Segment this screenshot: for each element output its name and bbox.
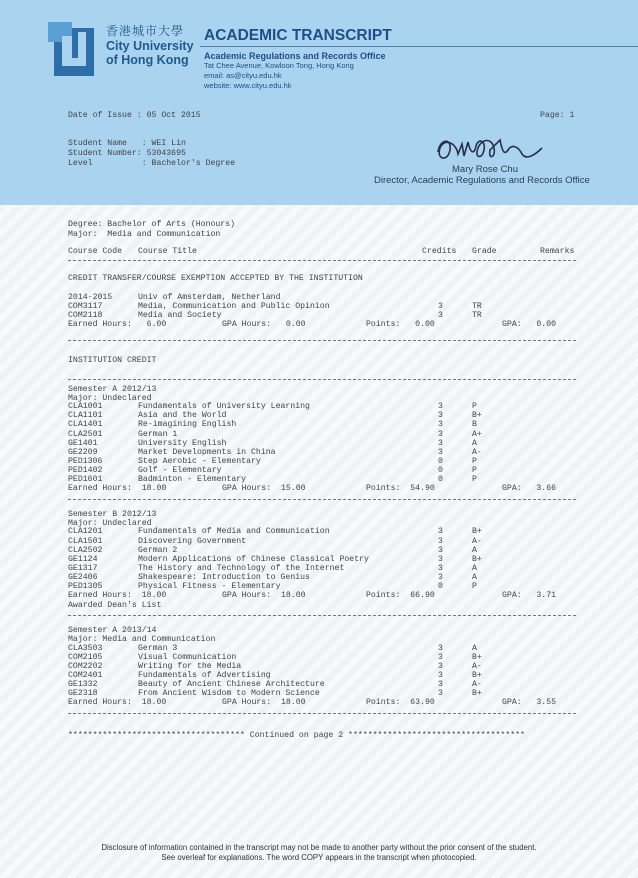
course-code: PED1402 — [68, 465, 103, 475]
course-grade: P — [472, 582, 477, 591]
credit-transfer-summary — [0, 320, 638, 331]
course-grade: B — [472, 420, 477, 430]
semester-summary — [0, 484, 638, 495]
footer-explanation: See overleaf for explanations. The word COPY appears in the transcript when photocopied. — [161, 853, 477, 862]
course-code: GE2318 — [68, 689, 98, 698]
divider — [68, 615, 576, 616]
gpa-hours: GPA Hours: 18.00 — [222, 698, 306, 708]
course-grade: A- — [472, 679, 482, 689]
semester-note: Awarded Dean's List — [68, 601, 162, 611]
course-credits: 3 — [438, 411, 443, 421]
earned-hours: Earned Hours: 18.00 — [68, 484, 167, 494]
course-title: Fundamentals of University Learning — [138, 402, 310, 412]
course-code: COM2401 — [68, 670, 103, 680]
office-name: Academic Regulations and Records Office — [204, 51, 386, 61]
credit-transfer-institution: Univ of Amsterdam, Netherland — [138, 293, 281, 302]
earned-hours: Earned Hours: 6.00 — [68, 320, 167, 329]
semester-title: Semester A 2012/13 — [68, 385, 157, 394]
course-grade: A- — [472, 536, 482, 546]
earned-hours: Earned Hours: 18.00 — [68, 698, 167, 708]
course-credits: 3 — [438, 302, 443, 311]
column-header-row — [0, 247, 638, 258]
course-grade: P — [472, 465, 477, 475]
course-title: Badminton - Elementary — [138, 475, 247, 484]
course-grade: B+ — [472, 689, 482, 698]
office-website: website: www.cityu.edu.hk — [204, 81, 292, 90]
gpa: GPA: 3.55 — [502, 698, 557, 708]
office-block — [204, 51, 386, 91]
office-email: email: as@cityu.edu.hk — [204, 71, 282, 80]
course-code: PED1305 — [68, 582, 103, 591]
course-code: CLA2502 — [68, 545, 103, 555]
divider — [68, 713, 576, 714]
course-code: CLA1001 — [68, 402, 103, 412]
course-credits: 3 — [438, 661, 443, 671]
course-grade: A — [472, 643, 477, 653]
course-title: Market Developments in China — [138, 447, 276, 457]
course-credits: 3 — [438, 438, 443, 448]
course-title: Physical Fitness - Elementary — [138, 582, 281, 591]
header-divider — [200, 46, 638, 47]
course-credits: 3 — [438, 670, 443, 680]
continued-notice: ************************************ Continued on page 2 ************************************ — [68, 731, 525, 740]
course-credits: 3 — [438, 572, 443, 582]
semester-summary — [0, 698, 638, 709]
course-grade: A — [472, 438, 477, 448]
student-number: Student Number: 53043695 — [68, 149, 186, 158]
course-grade: B+ — [472, 527, 482, 537]
document-title: ACADEMIC TRANSCRIPT — [204, 27, 392, 44]
course-credits: 0 — [438, 582, 443, 591]
course-code: PED1306 — [68, 456, 103, 466]
course-credits: 3 — [438, 652, 443, 662]
course-grade: TR — [472, 302, 482, 311]
gpa-hours: GPA Hours: 18.00 — [222, 591, 306, 601]
course-code: CLA1501 — [68, 536, 103, 546]
signatory-name: Mary Rose Chu — [452, 164, 518, 175]
semester-title: Semester B 2012/13 — [68, 510, 157, 520]
semester-major: Major: Undeclared — [68, 394, 152, 404]
course-title: German 3 — [138, 643, 178, 653]
degree-line: Degree: Bachelor of Arts (Honours) — [68, 220, 236, 229]
course-grade: A- — [472, 661, 482, 671]
gpa: GPA: 3.71 — [502, 591, 557, 601]
course-code: GE1401 — [68, 438, 98, 448]
course-credits: 3 — [438, 643, 443, 653]
course-grade: A — [472, 572, 477, 582]
university-logo-icon — [48, 22, 100, 78]
course-title: The History and Technology of the Internet — [138, 563, 345, 573]
semester-major: Major: Undeclared — [68, 519, 152, 529]
course-title: German 1 — [138, 429, 178, 439]
column-credits: Credits — [422, 247, 457, 256]
course-title: Re-imagining English — [138, 420, 237, 430]
course-title: Media and Society — [138, 311, 222, 320]
course-code: GE1317 — [68, 563, 98, 573]
university-name-chinese: 香港城市大學 — [106, 24, 185, 38]
course-grade: B+ — [472, 652, 482, 662]
divider — [68, 260, 576, 261]
semester-title: Semester A 2013/14 — [68, 626, 157, 636]
divider — [68, 499, 576, 500]
credit-transfer-period: 2014-2015 — [68, 293, 113, 302]
course-grade: B+ — [472, 411, 482, 421]
university-name-english-line1: City University — [106, 39, 194, 53]
major-line: Major: Media and Communication — [68, 230, 221, 239]
course-title: Beauty of Ancient Chinese Architecture — [138, 679, 325, 689]
course-title: Discovering Government — [138, 536, 247, 546]
course-grade: P — [472, 456, 477, 466]
course-title: Media, Communication and Public Opinion — [138, 302, 330, 311]
course-grade: B+ — [472, 670, 482, 680]
course-title: Visual Communication — [138, 652, 237, 662]
earned-hours: Earned Hours: 18.00 — [68, 591, 167, 601]
course-title: Writing for the Media — [138, 661, 242, 671]
course-credits: 3 — [438, 689, 443, 698]
course-title: Modern Applications of Chinese Classical Poetry — [138, 554, 369, 564]
institution-credit-heading: INSTITUTION CREDIT — [68, 356, 157, 365]
university-name-english-line2: of Hong Kong — [106, 53, 189, 67]
course-title: From Ancient Wisdom to Modern Science — [138, 689, 320, 698]
course-credits: 3 — [438, 545, 443, 555]
course-code: GE2209 — [68, 447, 98, 457]
course-code: CLA1101 — [68, 411, 103, 421]
course-title: Fundamentals of Media and Communication — [138, 527, 330, 537]
student-level: Level : Bachelor's Degree — [68, 159, 236, 168]
points: Points: 66.90 — [366, 591, 435, 601]
course-credits: 3 — [438, 447, 443, 457]
column-code: Course Code — [68, 247, 123, 256]
course-grade: P — [472, 475, 477, 484]
course-grade: A+ — [472, 429, 482, 439]
column-title: Course Title — [138, 247, 197, 256]
course-code: COM3117 — [68, 302, 103, 311]
divider — [68, 379, 576, 380]
footer-disclosure: Disclosure of information contained in the transcript may not be made to another party without the prior consent of the student. — [101, 843, 537, 852]
points: Points: 54.90 — [366, 484, 435, 494]
course-title: Fundamentals of Advertising — [138, 670, 271, 680]
course-title: Golf - Elementary — [138, 465, 222, 475]
course-credits: 3 — [438, 429, 443, 439]
course-grade: A — [472, 545, 477, 555]
course-title: Step Aerobic - Elementary — [138, 456, 261, 466]
course-grade: TR — [472, 311, 482, 320]
course-title: Shakespeare: Introduction to Genius — [138, 572, 310, 582]
credit-transfer-heading: CREDIT TRANSFER/COURSE EXEMPTION ACCEPTED BY THE INSTITUTION — [68, 274, 363, 283]
page-number: Page: 1 — [540, 111, 575, 120]
course-credits: 0 — [438, 465, 443, 475]
course-grade: A- — [472, 447, 482, 457]
course-code: GE1124 — [68, 554, 98, 564]
office-address: Tat Chee Avenue, Kowloon Tong, Hong Kong — [204, 61, 354, 70]
course-title: University English — [138, 438, 227, 448]
course-code: PED1601 — [68, 475, 103, 484]
course-credits: 3 — [438, 402, 443, 412]
course-code: COM2105 — [68, 652, 103, 662]
course-grade: A — [472, 563, 477, 573]
course-credits: 3 — [438, 563, 443, 573]
semester-major: Major: Media and Communication — [68, 635, 216, 645]
course-credits: 0 — [438, 475, 443, 484]
course-code: CLA3503 — [68, 643, 103, 653]
course-title: German 2 — [138, 545, 178, 555]
course-code: CLA2501 — [68, 429, 103, 439]
course-credits: 0 — [438, 456, 443, 466]
course-grade: B+ — [472, 554, 482, 564]
course-credits: 3 — [438, 554, 443, 564]
gpa-hours: GPA Hours: 15.00 — [222, 484, 306, 494]
column-grade: Grade — [472, 247, 497, 256]
university-name — [106, 22, 194, 67]
course-credits: 3 — [438, 527, 443, 537]
student-name: Student Name : WEI Lin — [68, 139, 186, 148]
course-code: CLA1201 — [68, 527, 103, 537]
course-code: COM2118 — [68, 311, 103, 320]
gpa: GPA: 0.00 — [502, 320, 557, 329]
gpa-hours: GPA Hours: 0.00 — [222, 320, 306, 329]
course-credits: 3 — [438, 536, 443, 546]
points: Points: 63.90 — [366, 698, 435, 708]
course-grade: P — [472, 402, 477, 412]
issue-date: Date of Issue : 05 Oct 2015 — [68, 111, 201, 120]
course-code: GE1332 — [68, 679, 98, 689]
points: Points: 0.00 — [366, 320, 435, 329]
course-code: CLA1401 — [68, 420, 103, 430]
course-credits: 3 — [438, 420, 443, 430]
signatory-title: Director, Academic Regulations and Records Office — [374, 175, 590, 186]
course-credits: 3 — [438, 311, 443, 320]
gpa: GPA: 3.66 — [502, 484, 557, 494]
divider — [68, 340, 576, 341]
column-remarks: Remarks — [540, 247, 575, 256]
course-title: Asia and the World — [138, 411, 227, 421]
course-credits: 3 — [438, 679, 443, 689]
course-code: COM2202 — [68, 661, 103, 671]
course-code: GE2406 — [68, 572, 98, 582]
